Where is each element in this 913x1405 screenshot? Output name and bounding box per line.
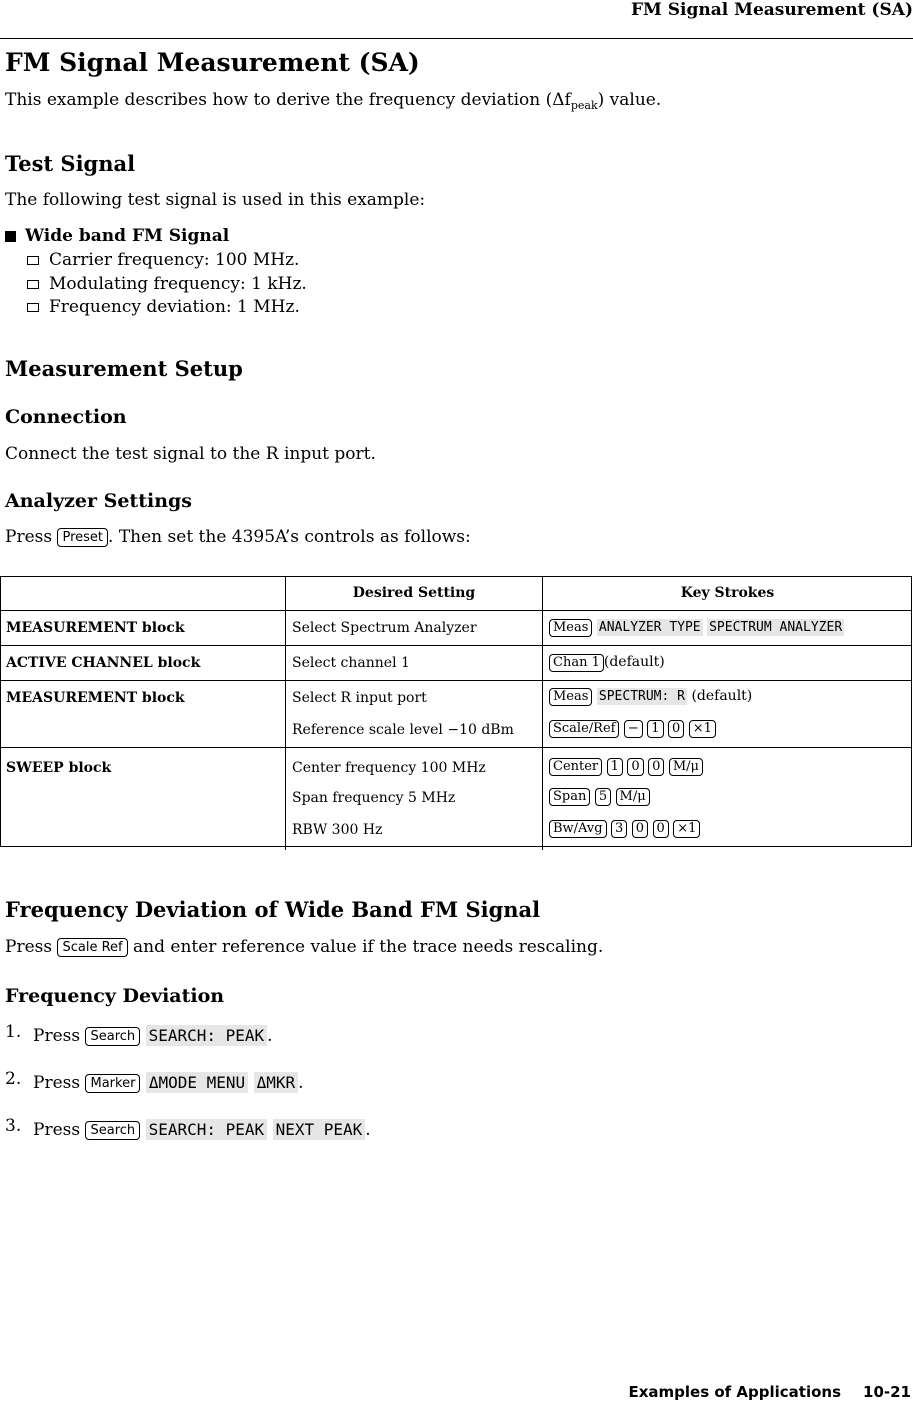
scale-ref-key[interactable]: Scale/Ref [549,720,619,738]
table-header-blank [0,576,286,611]
digit-key[interactable]: 0 [668,720,684,738]
bullet-item-text: Wide band FM Signal [25,226,230,246]
preset-key[interactable]: Preset [57,528,108,547]
sub-bullet-text: Carrier frequency: 100 MHz. [49,250,300,270]
softkey-next-peak[interactable]: NEXT PEAK [273,1119,366,1140]
softkey-spectrum-r[interactable]: SPECTRUM: R [598,689,685,704]
setting-cell: Select channel 1 [286,646,543,681]
digit-key[interactable]: 0 [653,820,669,838]
softkey-spectrum-analyzer[interactable]: SPECTRUM ANALYZER [709,620,843,635]
marker-key[interactable]: Marker [85,1074,140,1093]
sub-bullet-text: Frequency deviation: 1 MHz. [49,297,300,317]
footer-section: Examples of Applications [628,1383,842,1401]
step-3: Press Search SEARCH: PEAK NEXT PEAK . [33,1120,371,1140]
note-default: (default) [603,654,665,670]
digit-key[interactable]: 0 [627,758,643,776]
keys-cell [543,646,913,681]
block-cell [0,814,286,850]
square-bullet-icon [5,231,16,242]
setting-cell: Center frequency 100 MHz [286,748,543,783]
search-key[interactable]: Search [85,1121,140,1140]
step-1: Press Search SEARCH: PEAK . [33,1026,273,1046]
press-label: Press [33,1073,81,1093]
table-row [0,646,912,681]
measurement-setup-heading: Measurement Setup [5,356,243,381]
table-header-keys: Key Strokes [680,585,775,601]
press-label: Press [5,527,53,547]
delta-f: Δf [552,90,571,110]
page-title: FM Signal Measurement (SA) [5,48,420,77]
softkey-search-peak[interactable]: SEARCH: PEAK [146,1025,268,1046]
page-footer [628,1383,911,1401]
block-cell [0,782,286,814]
m-mu-key[interactable]: M/μ [616,788,650,806]
softkey-delta-mkr[interactable]: ΔMKR [254,1072,299,1093]
setting-cell: Select R input port [286,681,543,716]
analyzer-settings-text [5,527,471,547]
connection-text: Connect the test signal to the R input port. [5,444,376,464]
test-signal-heading: Test Signal [5,151,136,176]
note-default: (default) [691,688,753,704]
table-row [0,681,912,716]
intro-paragraph [5,90,661,110]
block-cell: MEASUREMENT block [0,681,286,716]
x1-key[interactable]: ×1 [673,820,700,838]
press-label: Press [33,1026,81,1046]
digit-key[interactable]: 1 [607,758,623,776]
keys-cell [543,681,913,716]
step-number: 1. [5,1022,22,1042]
bullet-item [5,226,229,246]
digit-key[interactable]: 1 [647,720,663,738]
setting-cell: Select Spectrum Analyzer [286,611,543,646]
sub-bullet [27,250,299,270]
table-row [0,782,912,814]
table-header-setting: Desired Setting [286,576,543,611]
search-key[interactable]: Search [85,1027,140,1046]
fd-section-heading: Frequency Deviation of Wide Band FM Signal [5,897,541,922]
keys-cell [543,748,913,783]
sub-bullet-text: Modulating frequency: 1 kHz. [49,274,307,294]
intro-text-end: ) value. [597,90,662,110]
keys-cell [543,611,913,646]
table-row [0,715,912,748]
table-border-right [911,576,912,847]
box-bullet-icon [27,303,39,312]
header-rule [0,38,913,39]
block-cell: MEASUREMENT block [0,611,286,646]
block-cell [0,715,286,748]
step-2: Press Marker ΔMODE MENU ΔMKR . [33,1073,304,1093]
box-bullet-icon [27,256,39,265]
x1-key[interactable]: ×1 [689,720,716,738]
setting-cell: Span frequency 5 MHz [286,782,543,814]
digit-key[interactable]: 0 [648,758,664,776]
running-header: FM Signal Measurement (SA) [630,0,913,20]
frequency-deviation-heading: Frequency Deviation [5,985,225,1007]
intro-text: This example describes how to derive the frequency deviation ( [5,90,553,110]
step-number: 2. [5,1069,22,1089]
digit-key[interactable]: 3 [611,820,627,838]
fd-text: and enter reference value if the trace needs rescaling. [133,937,604,957]
test-signal-text: The following test signal is used in this example: [5,190,426,210]
meas-key[interactable]: Meas [549,619,592,637]
keys-cell [543,715,913,748]
page-number: 10-21 [863,1383,911,1401]
table-row [0,814,912,850]
fd-section-text [5,937,603,957]
table-row [0,611,912,646]
keys-cell [543,782,913,814]
table-border-top [0,576,912,577]
step-number: 3. [5,1116,22,1136]
sub-bullet [27,274,307,294]
analyzer-settings-heading: Analyzer Settings [5,490,193,512]
scale-ref-key[interactable]: Scale Ref [57,938,127,957]
minus-key[interactable]: − [624,720,643,738]
analyzer-text: . Then set the 4395A’s controls as follows: [108,527,471,547]
digit-key[interactable]: 5 [595,788,611,806]
press-label: Press [33,1120,81,1140]
connection-heading: Connection [5,406,127,428]
setting-cell: RBW 300 Hz [286,814,543,850]
press-label: Press [5,937,53,957]
table-row [0,748,912,783]
block-cell: SWEEP block [0,748,286,783]
softkey-delta-mode-menu[interactable]: ΔMODE MENU [146,1072,248,1093]
meas-key[interactable]: Meas [549,688,592,706]
span-key[interactable]: Span [549,788,590,806]
digit-key[interactable]: 0 [632,820,648,838]
softkey-analyzer-type[interactable]: ANALYZER TYPE [598,620,701,635]
box-bullet-icon [27,280,39,289]
peak-subscript: peak [570,99,598,112]
softkey-search-peak[interactable]: SEARCH: PEAK [146,1119,268,1140]
chan1-key[interactable]: Chan 1 [549,654,604,672]
sub-bullet [27,297,300,317]
m-mu-key[interactable]: M/μ [669,758,703,776]
keys-cell [543,814,913,850]
setting-cell: Reference scale level −10 dBm [286,715,543,748]
table-border-bottom [0,846,912,847]
table-border-left [0,576,1,847]
block-cell: ACTIVE CHANNEL block [0,646,286,681]
settings-table [0,576,912,850]
center-key[interactable]: Center [549,758,602,776]
bw-avg-key[interactable]: Bw/Avg [549,820,607,838]
